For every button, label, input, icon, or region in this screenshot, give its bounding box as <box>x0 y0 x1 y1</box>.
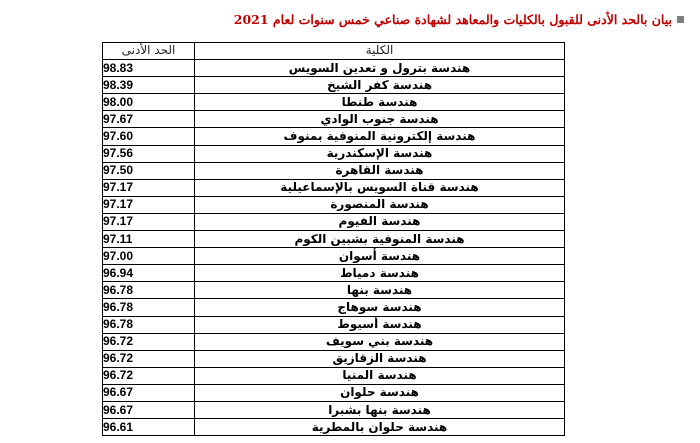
table-row <box>103 299 565 316</box>
college-name-cell: هندسة الإسكندرية <box>195 145 565 162</box>
table-row <box>103 162 565 179</box>
table-row <box>103 316 565 333</box>
table-row <box>103 265 565 282</box>
min-score-cell: 96.78 <box>103 299 195 316</box>
min-score-cell: 97.11 <box>103 231 195 248</box>
table-row <box>103 282 565 299</box>
table-row <box>103 367 565 384</box>
college-name-cell: هندسة كفر الشيخ <box>195 77 565 94</box>
min-score-cell: 97.17 <box>103 196 195 213</box>
min-score-cell: 97.60 <box>103 128 195 145</box>
table-row <box>103 248 565 265</box>
header-college: الكلية <box>195 43 565 60</box>
min-score-cell: 96.61 <box>103 419 195 436</box>
min-score-cell: 97.17 <box>103 179 195 196</box>
table-body <box>103 60 565 436</box>
min-score-cell: 96.72 <box>103 333 195 350</box>
college-name-cell: هندسة بترول و تعدين السويس <box>195 60 565 77</box>
college-name-cell: هندسة قناة السويس بالإسماعيلية <box>195 179 565 196</box>
college-name-cell: هندسة أسوان <box>195 248 565 265</box>
min-score-cell: 96.78 <box>103 282 195 299</box>
college-name-cell: هندسة المنوفية بشبين الكوم <box>195 231 565 248</box>
min-score-cell: 98.39 <box>103 77 195 94</box>
college-name-cell: هندسة القاهرة <box>195 162 565 179</box>
table-row <box>103 94 565 111</box>
square-bullet-icon <box>677 16 684 23</box>
table-header-row <box>103 43 565 60</box>
college-name-cell: هندسة بني سويف <box>195 333 565 350</box>
table-row <box>103 128 565 145</box>
table-row <box>103 145 565 162</box>
table-row <box>103 179 565 196</box>
college-name-cell: هندسة طنطا <box>195 94 565 111</box>
college-name-cell: هندسة بنها بشبرا <box>195 401 565 418</box>
min-score-cell: 97.67 <box>103 111 195 128</box>
min-score-cell: 97.00 <box>103 248 195 265</box>
college-name-cell: هندسة المنيا <box>195 367 565 384</box>
college-name-cell: هندسة إلكترونية المنوفية بمنوف <box>195 128 565 145</box>
table-row <box>103 77 565 94</box>
min-score-cell: 98.83 <box>103 60 195 77</box>
min-score-cell: 96.72 <box>103 350 195 367</box>
header-min: الحد الأدنى <box>103 43 195 60</box>
table-row <box>103 111 565 128</box>
college-name-cell: هندسة حلوان <box>195 384 565 401</box>
table-row <box>103 419 565 436</box>
college-name-cell: هندسة الفيوم <box>195 213 565 230</box>
table-row <box>103 333 565 350</box>
admission-table <box>102 42 565 436</box>
min-score-cell: 96.72 <box>103 367 195 384</box>
min-score-cell: 96.94 <box>103 265 195 282</box>
min-score-cell: 96.67 <box>103 384 195 401</box>
college-name-cell: هندسة بنها <box>195 282 565 299</box>
document-heading <box>234 12 684 27</box>
college-name-cell: هندسة أسيوط <box>195 316 565 333</box>
min-score-cell: 97.17 <box>103 213 195 230</box>
min-score-cell: 96.78 <box>103 316 195 333</box>
college-name-cell: هندسة جنوب الوادي <box>195 111 565 128</box>
college-name-cell: هندسة حلوان بالمطرية <box>195 419 565 436</box>
college-name-cell: هندسة سوهاج <box>195 299 565 316</box>
table-row <box>103 213 565 230</box>
min-score-cell: 96.67 <box>103 401 195 418</box>
college-name-cell: هندسة الزقازيق <box>195 350 565 367</box>
heading-title: بيان بالحد الأدنى للقبول بالكليات والمعاهد لشهادة صناعي خمس سنوات لعام 2021 <box>233 12 672 27</box>
table-row <box>103 384 565 401</box>
table-row <box>103 231 565 248</box>
min-score-cell: 98.00 <box>103 94 195 111</box>
college-name-cell: هندسة المنصورة <box>195 196 565 213</box>
min-score-cell: 97.50 <box>103 162 195 179</box>
table-row <box>103 196 565 213</box>
table-row <box>103 350 565 367</box>
min-score-cell: 97.56 <box>103 145 195 162</box>
table-row <box>103 60 565 77</box>
college-name-cell: هندسة دمياط <box>195 265 565 282</box>
table-row <box>103 401 565 418</box>
